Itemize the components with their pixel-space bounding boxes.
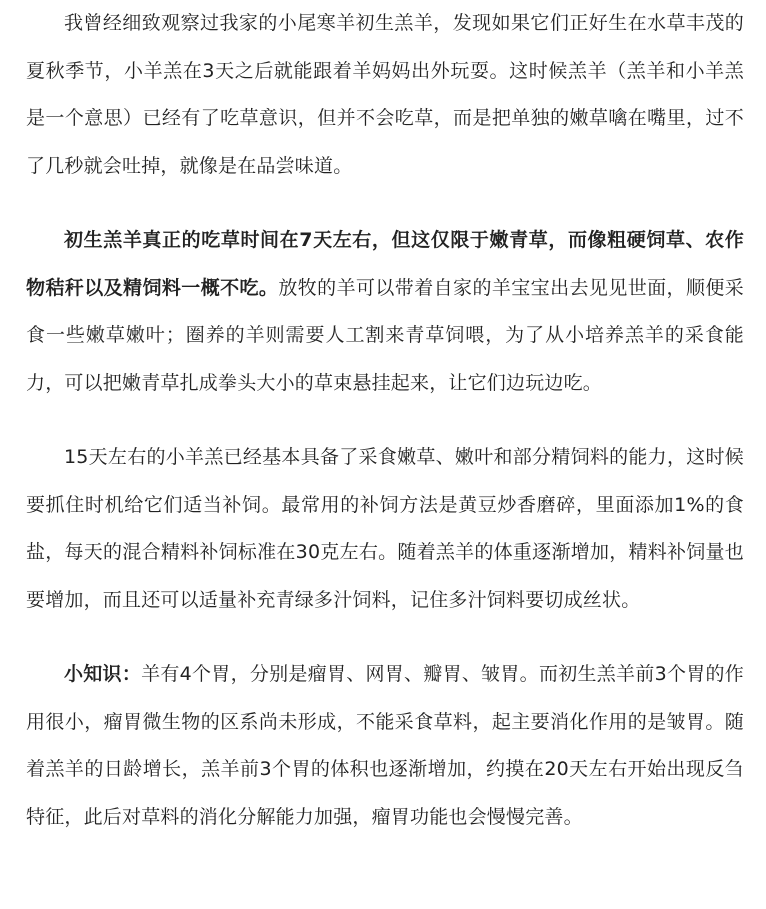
paragraph-supplementary-feeding xyxy=(26,434,744,624)
paragraph-3-text: 15天左右的小羊羔已经基本具备了采食嫩草、嫩叶和部分精饲料的能力，这时候要抓住时机给它们适当补饲。最常用的补饲方法是黄豆炒香磨碎，里面添加1%的食盐，每天的混合精料补饲标准在30克左右。随着羔羊的体重逐渐增加，精料补饲量也要增加，而且还可以适量补充青绿多汁饲料，记住多汁饲料要切成丝状。 xyxy=(26,446,744,611)
paragraph-2-text: 放牧的羊可以带着自家的羊宝宝出去见见世面，顺便采食一些嫩草嫩叶；圈养的羊则需要人工割来青草饲喂，为了从小培养羔羊的采食能力，可以把嫩青草扎成拳头大小的草束悬挂起来，让它们边玩边吃。 xyxy=(26,276,744,394)
paragraph-newborn-lambs-observation xyxy=(26,0,744,190)
paragraph-2-bold-lead: 初生羔羊真正的吃草时间在7天左右，但这仅限于嫩青草，而像粗硬饲草、农作物秸秆以及精饲料一概不吃。 xyxy=(26,229,744,299)
paragraph-4-bold-lead: 小知识： xyxy=(64,663,142,685)
paragraph-4-text: 羊有4个胃，分别是瘤胃、网胃、瓣胃、皱胃。而初生羔羊前3个胃的作用很小，瘤胃微生物的区系尚未形成，不能采食草料，起主要消化作用的是皱胃。随着羔羊的日龄增长，羔羊前3个胃的体积也逐渐增加，约摸在20天左右开始出现反刍特征，此后对草料的消化分解能力加强，瘤胃功能也会慢慢完善。 xyxy=(26,663,744,828)
paragraph-1-text: 我曾经细致观察过我家的小尾寒羊初生羔羊，发现如果它们正好生在水草丰茂的夏秋季节，小羊羔在3天之后就能跟着羊妈妈出外玩耍。这时候羔羊（羔羊和小羊羔是一个意思）已经有了吃草意识，但并不会吃草，而是把单独的嫩草噙在嘴里，过不了几秒就会吐掉，就像是在品尝味道。 xyxy=(26,12,744,177)
paragraph-tip-stomachs xyxy=(26,651,744,841)
paragraph-grazing-time xyxy=(26,217,744,407)
article-body xyxy=(26,0,744,841)
